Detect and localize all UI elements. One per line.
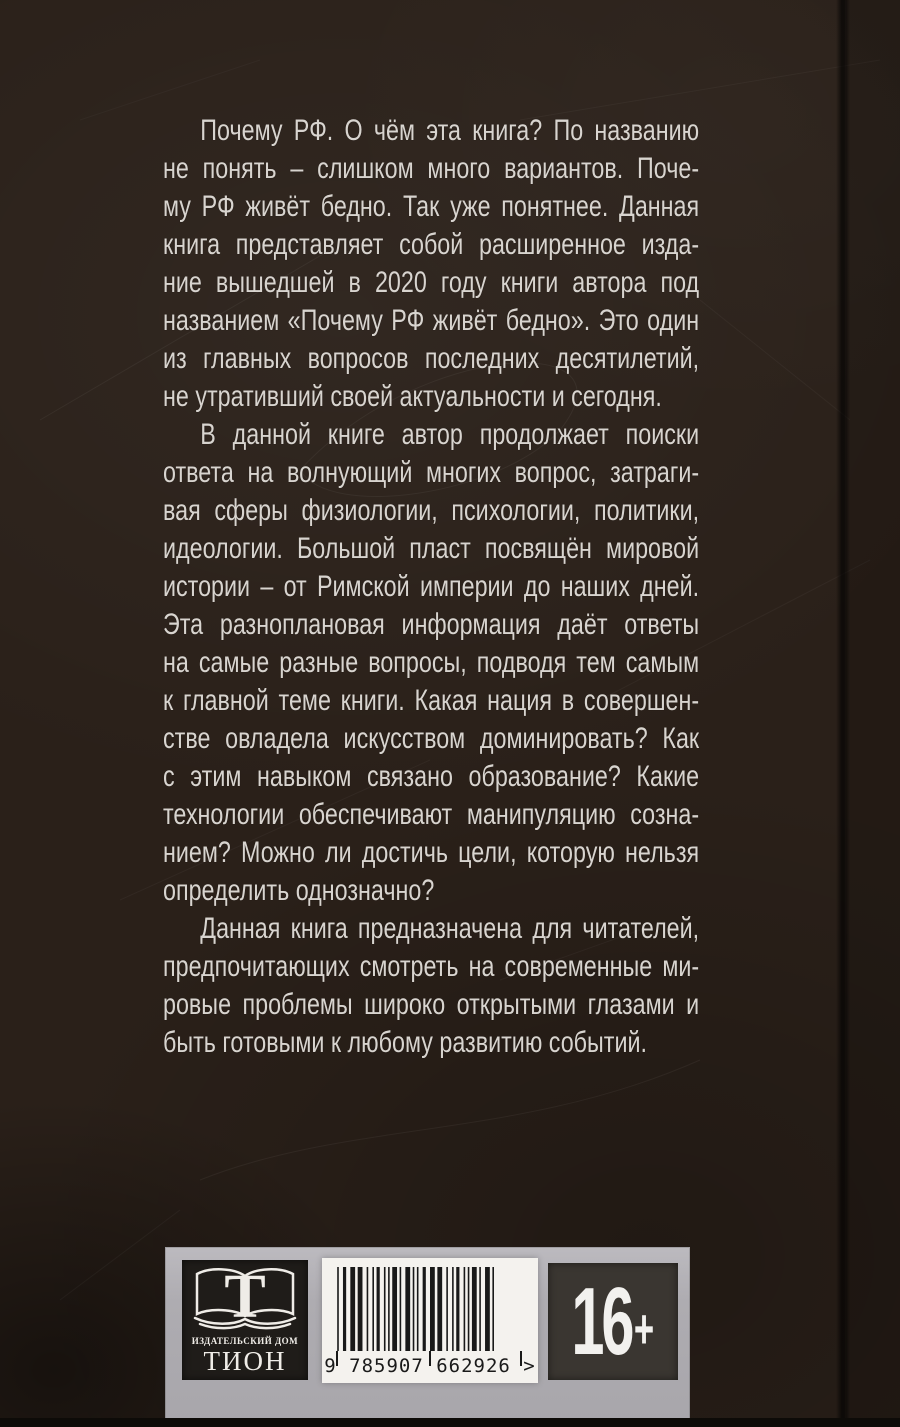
barcode-bars	[334, 1267, 526, 1351]
publisher-logo	[182, 1260, 308, 1380]
annotation-line: нием? Можно ли достичь цели, которую нельзя	[163, 836, 700, 869]
annotation-line: Эта разноплановая информация даёт ответы	[163, 608, 700, 641]
annotation-block	[163, 112, 699, 1062]
annotation-text	[163, 112, 699, 1062]
annotation-line: ние вышедшей в 2020 году книги автора под	[163, 266, 700, 299]
publisher-letter: Т	[224, 1263, 266, 1331]
annotation-line: му РФ живёт бедно. Так уже понятнее. Данная	[163, 190, 700, 223]
barcode-number: 9 785907 662926 >	[324, 1355, 536, 1377]
photo-bottom-edge	[0, 1418, 900, 1427]
annotation-line: предпочитающих смотреть на современные ми-	[163, 950, 700, 983]
age-rating-label	[571, 1267, 655, 1375]
annotation-line: идеологии. Большой пласт посвящён мировой	[163, 532, 700, 565]
barcode	[322, 1258, 538, 1383]
annotation-line: не понять – слишком много вариантов. Поче-	[163, 152, 700, 185]
annotation-line: определить однозначно?	[163, 874, 435, 907]
annotation-line: технологии обеспечивают манипуляцию созна-	[163, 798, 700, 831]
annotation-line: Данная книга предназначена для читателей,	[200, 912, 700, 945]
annotation-line: В данной книге автор продолжает поиски	[200, 418, 700, 451]
barcode-bars-area	[334, 1267, 526, 1351]
annotation-line: книга представляет собой расширенное изда-	[163, 228, 700, 261]
annotation-line: ответа на волнующий многих вопрос, затраги-	[163, 456, 700, 489]
bottom-panel	[165, 1247, 690, 1427]
age-rating-badge	[548, 1263, 678, 1380]
age-rating-plus: +	[634, 1296, 655, 1360]
annotation-line: из главных вопросов последних десятилетий,	[163, 342, 700, 375]
annotation-line: названием «Почему РФ живёт бедно». Это один	[163, 304, 700, 337]
annotation-line: стве овладела искусством доминировать? Как	[163, 722, 700, 755]
annotation-line: истории – от Римской империи до наших дней.	[163, 570, 700, 603]
annotation-line: к главной теме книги. Какая нация в совершен-	[163, 684, 700, 717]
age-rating-digits: 16	[571, 1267, 632, 1375]
annotation-line: Почему РФ. О чём эта книга? По названию	[200, 114, 700, 147]
annotation-line: на самые разные вопросы, подводя тем самым	[163, 646, 700, 679]
annotation-line: не утративший своей актуальности и сегодня.	[163, 380, 662, 413]
annotation-line: вая сферы физиологии, психологии, политики,	[163, 494, 700, 527]
publisher-name: ТИОН	[203, 1346, 287, 1376]
annotation-line: ровые проблемы широко открытыми глазами и	[163, 988, 700, 1021]
publisher-subtitle: ИЗДАТЕЛЬСКИЙ ДОМ	[191, 1336, 299, 1346]
annotation-line: быть готовыми к любому развитию событий.	[163, 1026, 647, 1059]
cover-right-edge	[846, 0, 900, 1427]
annotation-line: с этим навыком связано образование? Какие	[163, 760, 700, 793]
